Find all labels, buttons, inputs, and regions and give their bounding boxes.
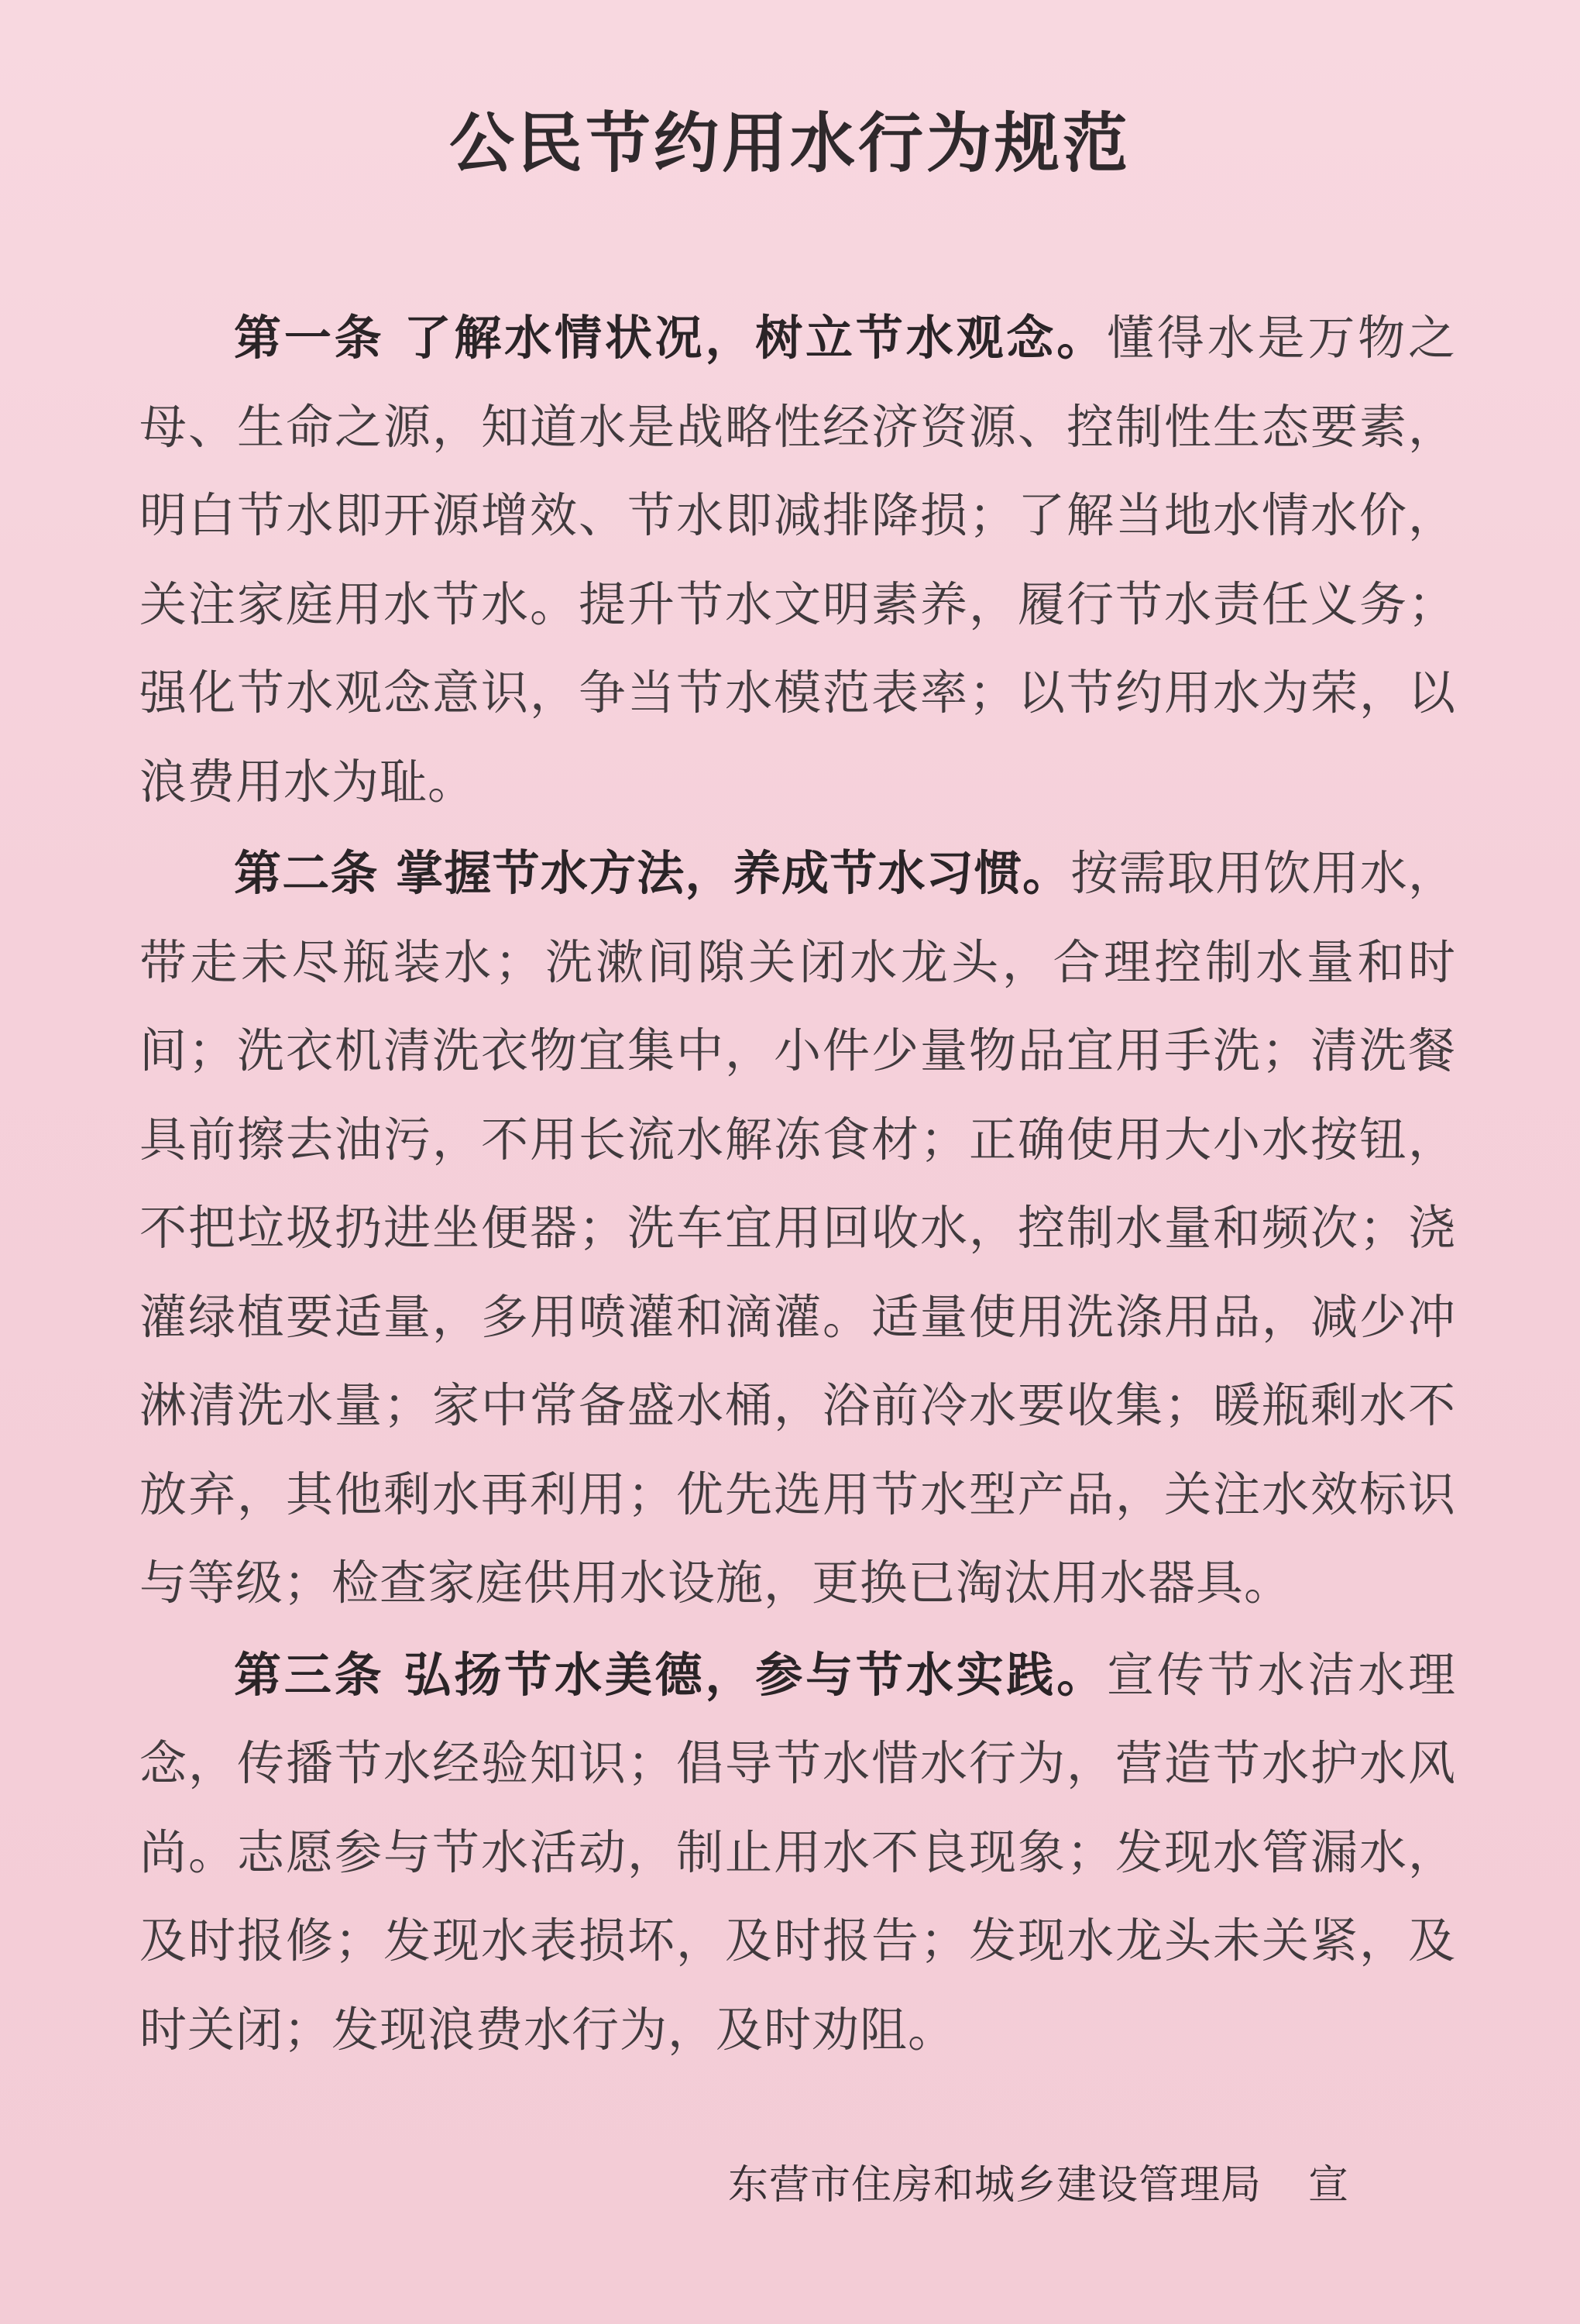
article-1-text: 懂得水是万物之母、生命之源，知道水是战略性经济资源、控制性生态要素，明白节水即开源增效、节水即减排降损；了解当地水情水价，关注家庭用水节水。提升节水文明素养，履行节水责任义务；强化节水观念意识，争当节水模范表率；以节约用水为荣，以浪费用水为耻。 [139,311,1456,810]
issuer-verb: 宣 [1308,2162,1350,2209]
article-2-text: 按需取用饮用水，带走未尽瓶装水；洗漱间隙关闭水龙头，合理控制水量和时间；洗衣机清洗衣物宜集中，小件少量物品宜用手洗；清洗餐具前擦去油污，不用长流水解冻食材；正确使用大小水按钮，不把垃圾扔进坐便器；洗车宜用回收水，控制水量和频次；浇灌绿植要适量，多用喷灌和滴灌。适量使用洗涤用品，减少冲淋清洗水量；家中常备盛水桶，浴前冷水要收集；暖瓶剩水不放弃，其他剩水再利用；优先选用节水型产品，关注水效标识与等级；检查家庭供用水设施，更换已淘汰用水器具。 [139,846,1456,1611]
article-2 [139,830,1456,1628]
document-title: 公民节约用水行为规范 [448,105,1131,181]
article-1-heading: 第一条 了解水情状况，树立节水观念。 [234,311,1108,366]
issuer-name: 东营市住房和城乡建设管理局 [728,2162,1262,2209]
issuer-line [728,2152,1349,2210]
article-2-heading: 第二条 掌握节水方法，养成节水习惯。 [234,846,1071,901]
article-1 [139,294,1456,827]
article-3 [139,1631,1456,2075]
article-3-heading: 第三条 弘扬节水美德，参与节水实践。 [234,1647,1108,1703]
article-3-text: 宣传节水洁水理念，传播节水经验知识；倡导节水惜水行为，营造节水护水风尚。志愿参与节水活动，制止用水不良现象；发现水管漏水，及时报修；发现水表损坏，及时报告；发现水龙头未关紧，及时关闭；发现浪费水行为，及时劝阻。 [139,1647,1456,2058]
document-body [139,294,1456,2078]
